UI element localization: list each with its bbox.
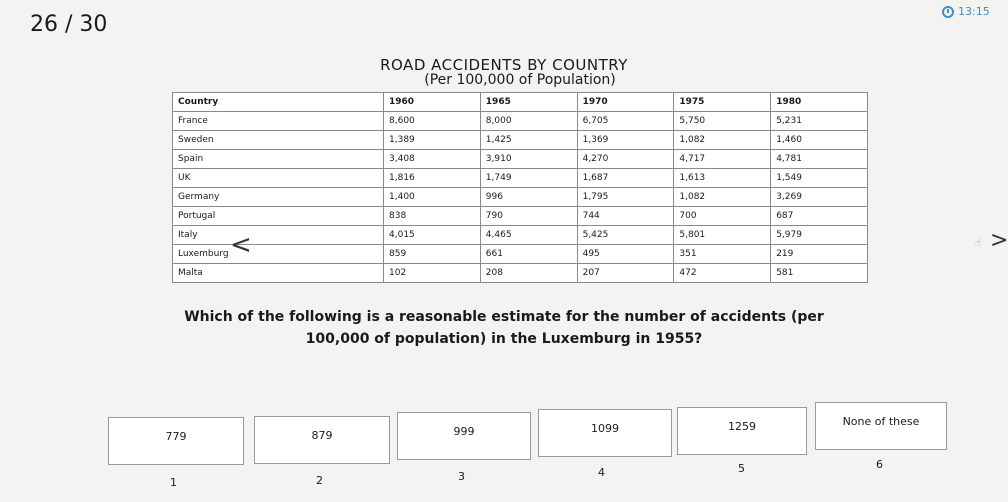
- value-cell: 687: [771, 207, 868, 226]
- column-header: Country: [173, 93, 384, 112]
- option-label: None of these: [842, 415, 920, 428]
- value-cell: 5,231: [771, 112, 868, 131]
- value-cell: 495: [577, 245, 674, 264]
- timer: [942, 5, 990, 18]
- country-cell: Portugal: [173, 207, 384, 226]
- value-cell: 8,600: [384, 112, 481, 131]
- column-header: 1965: [480, 93, 577, 112]
- option-3-button[interactable]: [397, 412, 531, 460]
- value-cell: 4,015: [384, 226, 481, 245]
- country-cell: France: [173, 112, 384, 131]
- value-cell: 1,460: [771, 131, 868, 150]
- value-cell: 5,801: [674, 226, 771, 245]
- value-cell: 4,465: [480, 226, 577, 245]
- country-cell: Malta: [173, 264, 384, 283]
- column-header: 1960: [384, 93, 481, 112]
- previous-button[interactable]: <: [230, 230, 252, 260]
- value-cell: 5,425: [577, 226, 674, 245]
- option-label: 999: [453, 425, 475, 438]
- table-row: [173, 264, 868, 283]
- clock-icon: [942, 6, 954, 18]
- country-cell: Germany: [173, 188, 384, 207]
- value-cell: 1,369: [577, 131, 674, 150]
- option-number: 1: [170, 476, 177, 489]
- table-row: [173, 131, 868, 150]
- value-cell: 838: [384, 207, 481, 226]
- value-cell: 1,082: [674, 131, 771, 150]
- option-2-button[interactable]: [254, 416, 390, 464]
- next-button[interactable]: >: [990, 228, 1008, 253]
- timer-text: 13:15: [958, 5, 990, 18]
- value-cell: 5,979: [771, 226, 868, 245]
- value-cell: 3,269: [771, 188, 868, 207]
- country-cell: Spain: [173, 150, 384, 169]
- table-title: ROAD ACCIDENTS BY COUNTRY: [380, 56, 628, 74]
- option-5-button[interactable]: [677, 407, 807, 455]
- value-cell: 1,816: [384, 169, 481, 188]
- value-cell: 4,717: [674, 150, 771, 169]
- value-cell: 1,749: [480, 169, 577, 188]
- option-number: 5: [738, 462, 745, 475]
- option-label: 1259: [728, 420, 756, 433]
- value-cell: 4,781: [771, 150, 868, 169]
- value-cell: 1,795: [577, 188, 674, 207]
- hand-pointer-icon: ☝: [975, 238, 982, 249]
- table-row: [173, 169, 868, 188]
- value-cell: 1,389: [384, 131, 481, 150]
- table-row: [173, 112, 868, 131]
- column-header: 1980: [771, 93, 868, 112]
- option-number: 2: [316, 474, 323, 487]
- country-cell: Italy: [173, 226, 384, 245]
- option-label: 779: [165, 430, 187, 443]
- table-header-row: [173, 93, 868, 112]
- table-row: [173, 188, 868, 207]
- value-cell: 3,910: [480, 150, 577, 169]
- option-6-button[interactable]: [815, 402, 947, 450]
- value-cell: 1,400: [384, 188, 481, 207]
- accidents-table: [172, 92, 868, 283]
- value-cell: 744: [577, 207, 674, 226]
- value-cell: 219: [771, 245, 868, 264]
- table-row: [173, 226, 868, 245]
- table-row: [173, 245, 868, 264]
- option-4-button[interactable]: [538, 409, 672, 457]
- value-cell: 472: [674, 264, 771, 283]
- table-row: [173, 207, 868, 226]
- table-row: [173, 150, 868, 169]
- value-cell: 581: [771, 264, 868, 283]
- value-cell: 3,408: [384, 150, 481, 169]
- value-cell: 661: [480, 245, 577, 264]
- country-cell: Sweden: [173, 131, 384, 150]
- value-cell: 351: [674, 245, 771, 264]
- value-cell: 790: [480, 207, 577, 226]
- value-cell: 859: [384, 245, 481, 264]
- value-cell: 102: [384, 264, 481, 283]
- value-cell: 1,549: [771, 169, 868, 188]
- value-cell: 996: [480, 188, 577, 207]
- option-label: 1099: [591, 422, 619, 435]
- value-cell: 1,613: [674, 169, 771, 188]
- question-counter: 26 / 30: [30, 12, 108, 37]
- value-cell: 8,000: [480, 112, 577, 131]
- value-cell: 207: [577, 264, 674, 283]
- column-header: 1970: [577, 93, 674, 112]
- value-cell: 1,082: [674, 188, 771, 207]
- option-number: 4: [598, 466, 605, 479]
- value-cell: 1,425: [480, 131, 577, 150]
- option-1-button[interactable]: [108, 417, 244, 465]
- value-cell: 1,687: [577, 169, 674, 188]
- value-cell: 700: [674, 207, 771, 226]
- value-cell: 5,750: [674, 112, 771, 131]
- question-text: Which of the following is a reasonable estimate for the number of accidents (per 100,000 of population) in the Luxemburg in 1955?: [184, 309, 824, 347]
- option-number: 3: [458, 470, 465, 483]
- country-cell: UK: [173, 169, 384, 188]
- option-label: 879: [311, 429, 333, 442]
- value-cell: 6,705: [577, 112, 674, 131]
- country-cell: Luxemburg: [173, 245, 384, 264]
- option-number: 6: [876, 458, 883, 471]
- table-subtitle: (Per 100,000 of Population): [424, 72, 616, 88]
- value-cell: 208: [480, 264, 577, 283]
- value-cell: 4,270: [577, 150, 674, 169]
- column-header: 1975: [674, 93, 771, 112]
